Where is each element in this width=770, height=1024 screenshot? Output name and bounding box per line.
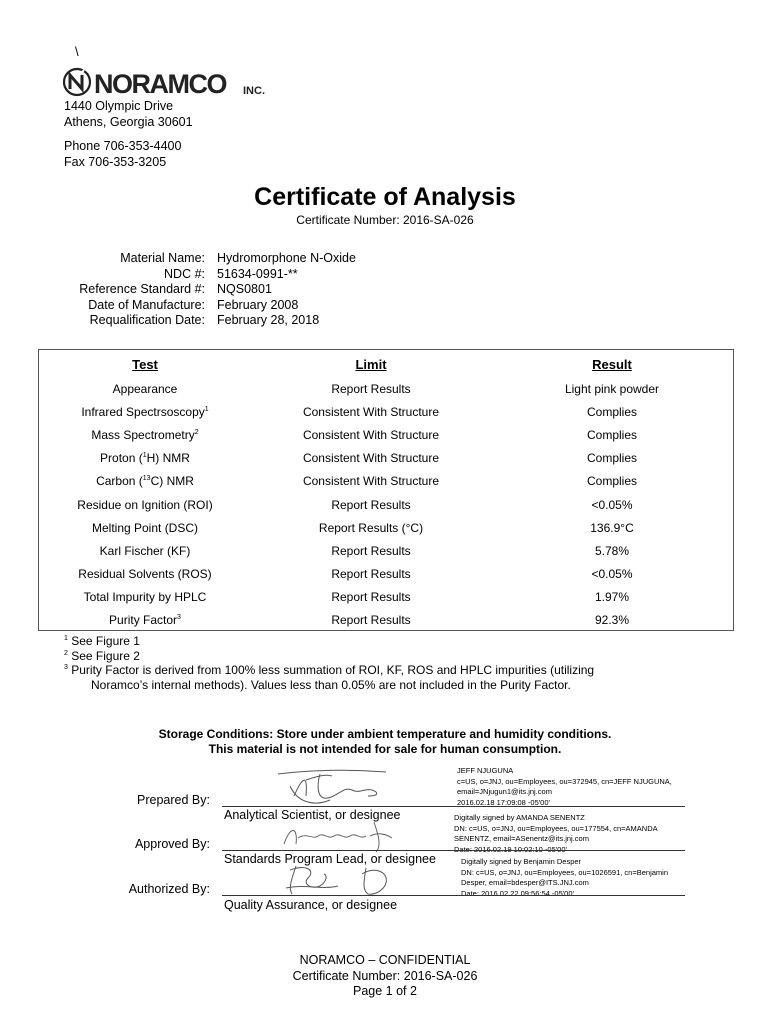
approved-role: Standards Program Lead, or designee [224, 852, 436, 866]
test-cell: Purity Factor$^3$ [109, 613, 181, 628]
prepared-signature-line [222, 806, 685, 807]
storage-conditions [0, 727, 770, 757]
footnote-3: $^3$ Purity Factor is derived from 100% less summation of ROI, KF, ROS and HPLC impurities (utilizing [64, 663, 595, 677]
logo-wordmark: NORAMCO [94, 69, 226, 99]
material-info [60, 251, 356, 329]
table-header-row [39, 350, 733, 377]
prepared-role: Analytical Scientist, or designee [224, 808, 401, 822]
footnote-ref: 3 [177, 614, 181, 622]
limit-cell: Consistent With Structure [302, 427, 440, 442]
result-cell: <0.05% [591, 567, 633, 582]
address-line-1: 1440 Olympic Drive [64, 99, 174, 113]
company-logo [62, 64, 282, 100]
table-row [39, 377, 733, 400]
noramco-logo-icon [62, 64, 282, 100]
footnote-ref: 2 [194, 428, 199, 436]
isotope-mark: 13 [142, 475, 151, 483]
material-label: Reference Standard #: [79, 282, 205, 296]
result-cell: <0.05% [591, 497, 633, 512]
limit-cell: Report Results [331, 590, 411, 605]
company-address [64, 99, 193, 170]
table-row [39, 586, 733, 609]
prepared-by-label: Prepared By: [137, 793, 210, 807]
certificate-number: Certificate Number: 2016-SA-026 [296, 213, 474, 227]
results-table [39, 350, 733, 632]
header-test: Test [132, 356, 158, 372]
limit-cell: Consistent With Structure [302, 451, 440, 466]
test-cell: Carbon ($^{13}$C) NMR [96, 474, 194, 489]
storage-line-2: This material is not intended for sale for human consumption. [208, 742, 562, 756]
logo-suffix: INC. [243, 85, 265, 97]
result-cell: Complies [586, 451, 637, 466]
test-cell: Melting Point (DSC) [91, 520, 199, 535]
approved-by-label: Approved By: [134, 837, 210, 851]
header-result: Result [592, 356, 632, 372]
footnote-ref: 1 [204, 405, 209, 413]
material-row [60, 313, 356, 329]
result-cell: 92.3% [594, 613, 630, 628]
material-value: NQS0801 [217, 282, 272, 296]
phone-number: Phone 706-353-4400 [64, 139, 182, 153]
table-row [39, 516, 733, 539]
limit-cell: Report Results [331, 381, 411, 396]
material-row [60, 282, 356, 298]
result-cell: Complies [586, 427, 637, 442]
material-value: 51634-0991-** [217, 266, 298, 281]
limit-cell: Report Results [331, 613, 411, 628]
isotope-mark: 1 [142, 452, 147, 460]
test-cell: Total Impurity by HPLC [83, 590, 207, 605]
test-cell: Proton ($^1$H) NMR [100, 451, 190, 466]
table-row [39, 493, 733, 516]
storage-line-1: Storage Conditions: Store under ambient temperature and humidity conditions. [158, 727, 612, 741]
limit-cell: Report Results [331, 497, 411, 512]
authorized-signature-icon [282, 860, 422, 898]
material-row [60, 251, 356, 267]
table-row [39, 447, 733, 470]
authorized-role: Quality Assurance, or designee [224, 898, 398, 912]
test-cell: Infrared Spectrsoscopy$^1$ [81, 404, 209, 419]
confidential-label: NORAMCO – CONFIDENTIAL [299, 953, 471, 967]
test-cell: Residual Solvents (ROS) [78, 567, 212, 582]
table-row [39, 423, 733, 446]
footer-certificate-number: Certificate Number: 2016-SA-026 [292, 968, 478, 983]
material-label: Requalification Date: [89, 313, 205, 327]
result-cell: 5.78% [594, 543, 630, 558]
result-cell: Complies [586, 404, 637, 419]
table-row [39, 470, 733, 493]
test-cell: Karl Fischer (KF) [99, 543, 191, 558]
footnote-3-continued: Noramco’s internal methods). Values less than 0.05% are not included in the Purity Factor. [91, 677, 571, 692]
document-title: Certificate of Analysis [254, 183, 516, 211]
footnote-1: $^1$ See Figure 1 [64, 634, 140, 648]
material-value: February 2008 [217, 297, 299, 312]
page-number: Page 1 of 2 [353, 984, 417, 998]
result-cell: 136.9°C [590, 520, 634, 535]
table-row [39, 563, 733, 586]
footnote-2: $^2$ See Figure 2 [64, 648, 140, 663]
authorized-digital-signature: Digitally signed by Benjamin Desper DN: c=US, o=JNJ, ou=Employees, ou=1026591, cn=Benjamin Desper, email=bdesper@ITS.JNJ.com Date: 2016.02.22 09:56:54 -05'00' [461, 857, 668, 898]
limit-cell: Report Results [331, 543, 411, 558]
table-row [39, 609, 733, 632]
test-cell: Residue on Ignition (ROI) [77, 497, 213, 512]
material-value: February 28, 2018 [217, 313, 320, 327]
result-cell: Complies [586, 474, 637, 489]
table-row [39, 400, 733, 423]
header-limit: Limit [355, 356, 387, 372]
result-cell: 1.97% [594, 590, 630, 605]
prepared-digital-signature: JEFF NJUGUNA c=US, o=JNJ, ou=Employees, ou=372945, cn=JEFF NJUGUNA, email=JNjugun1@its.jnj.com 2016.02.18 17:09:08 -05'00' [457, 766, 672, 807]
page-footer [0, 953, 770, 1000]
test-cell: Mass Spectrometry$^2$ [91, 427, 199, 442]
result-cell: Light pink powder [564, 381, 660, 396]
material-label: NDC #: [164, 266, 205, 281]
limit-cell: Consistent With Structure [302, 404, 440, 419]
test-cell: Appearance [112, 381, 178, 396]
stray-backslash-mark: \ [75, 44, 79, 59]
material-value: Hydromorphone N-Oxide [217, 251, 356, 265]
material-label: Material Name: [120, 251, 205, 265]
limit-cell: Report Results [331, 567, 411, 582]
limit-cell: Report Results (°C) [318, 520, 424, 535]
address-line-2: Athens, Georgia 30601 [64, 114, 193, 129]
approved-digital-signature: Digitally signed by AMANDA SENENTZ DN: c=US, o=JNJ, ou=Employees, ou=177554, cn=AMANDA SENENTZ, email=ASenentz@its.jnj.com Date: 2016.02.19 10:02:10 -05'00' [454, 813, 658, 854]
authorized-by-label: Authorized By: [128, 882, 210, 896]
material-label: Date of Manufacture: [88, 297, 205, 312]
approved-signature-icon [278, 818, 408, 854]
table-row [39, 539, 733, 562]
authorized-signature-line [222, 895, 685, 896]
limit-cell: Consistent With Structure [302, 474, 440, 489]
fax-number: Fax 706-353-3205 [64, 154, 167, 169]
material-row [60, 267, 356, 283]
results-table-box [38, 349, 734, 631]
approved-signature-line [222, 850, 685, 851]
footnotes [64, 634, 594, 692]
prepared-signature-icon [268, 766, 418, 808]
material-row [60, 298, 356, 314]
